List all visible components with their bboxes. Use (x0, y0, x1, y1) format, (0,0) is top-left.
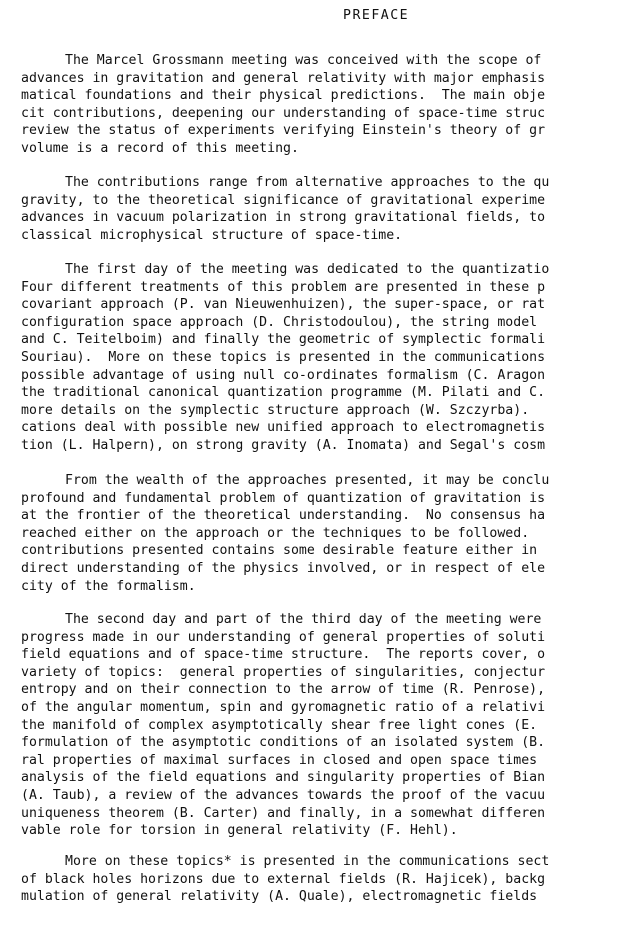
text-line: variety of topics: general properties of singularities, conjectur (21, 664, 546, 680)
text-line: classical microphysical structure of space-time. (21, 227, 403, 243)
text-line: field equations and of space-time structure. The reports cover, o (21, 647, 546, 663)
text-line: tion (L. Halpern), on strong gravity (A. Inomata) and Segal's cosm (21, 437, 546, 453)
text-line: of black holes horizons due to external fields (R. Hajicek), backg (21, 871, 546, 887)
text-line: contributions presented contains some desirable feature either in (21, 543, 538, 559)
text-line: reached either on the approach or the techniques to be followed. (21, 525, 530, 541)
paragraph-5 (21, 611, 635, 840)
text-line: The Marcel Grossmann meeting was conceived with the scope of (65, 53, 542, 68)
paragraph-4 (21, 472, 635, 595)
text-line: progress made in our understanding of general properties of soluti (21, 629, 546, 645)
text-line: ral properties of maximal surfaces in closed and open space times (21, 752, 538, 768)
text-line: covariant approach (P. van Nieuwenhuizen), the super-space, or rat (21, 297, 546, 313)
text-line: gravity, to the theoretical significance of gravitational experime (21, 192, 546, 208)
text-line: The contributions range from alternative approaches to the qu (65, 175, 550, 190)
text-line: direct understanding of the physics involved, or in respect of ele (21, 560, 546, 576)
text-line: advances in vacuum polarization in strong gravitational fields, to (21, 210, 546, 226)
paragraph-3 (21, 261, 635, 455)
text-line: and C. Teitelboim) and finally the geometric of symplectic formali (21, 332, 546, 348)
text-line: The first day of the meeting was dedicated to the quantizatio (65, 262, 550, 277)
text-line: cit contributions, deepening our understanding of space-time struc (21, 105, 546, 121)
text-line: entropy and on their connection to the arrow of time (R. Penrose), (21, 682, 546, 698)
text-line: From the wealth of the approaches presented, it may be conclu (65, 473, 550, 488)
text-line: of the angular momentum, spin and gyromagnetic ratio of a relativi (21, 699, 546, 715)
text-line: Four different treatments of this problem are presented in these p (21, 279, 546, 295)
text-line: volume is a record of this meeting. (21, 140, 299, 156)
text-line: possible advantage of using null co-ordinates formalism (C. Aragon (21, 367, 546, 383)
text-line: formulation of the asymptotic conditions of an isolated system (B. (21, 735, 546, 751)
text-line: The second day and part of the third day of the meeting were (65, 612, 542, 627)
paragraph-1 (21, 52, 635, 158)
text-line: review the status of experiments verifying Einstein's theory of gr (21, 123, 546, 139)
text-line: analysis of the field equations and singularity properties of Bian (21, 770, 546, 786)
text-line: mulation of general relativity (A. Quale), electromagnetic fields (21, 889, 538, 905)
text-line: (A. Taub), a review of the advances towards the proof of the vacuu (21, 787, 546, 803)
text-line: city of the formalism. (21, 578, 196, 594)
page-title: PREFACE (343, 8, 410, 23)
text-line: at the frontier of the theoretical understanding. No consensus ha (21, 508, 546, 524)
text-line: uniqueness theorem (B. Carter) and finally, in a somewhat differen (21, 805, 546, 821)
text-line: More on these topics* is presented in the communications sect (65, 854, 550, 869)
text-line: the manifold of complex asymptotically shear free light cones (E. (21, 717, 538, 733)
text-line: advances in gravitation and general relativity with major emphasis (21, 70, 546, 86)
paragraph-2 (21, 174, 635, 244)
text-line: profound and fundamental problem of quantization of gravitation is (21, 490, 546, 506)
text-line: Souriau). More on these topics is presented in the communications (21, 349, 546, 365)
text-line: the traditional canonical quantization programme (M. Pilati and C. (21, 385, 546, 401)
text-line: configuration space approach (D. Christodoulou), the string model (21, 314, 538, 330)
text-line: more details on the symplectic structure approach (W. Szczyrba). (21, 402, 530, 418)
text-line: cations deal with possible new unified approach to electromagnetis (21, 420, 546, 436)
text-line: matical foundations and their physical predictions. The main obje (21, 88, 546, 104)
paragraph-6 (21, 853, 635, 906)
text-line: vable role for torsion in general relativity (F. Hehl). (21, 823, 458, 839)
